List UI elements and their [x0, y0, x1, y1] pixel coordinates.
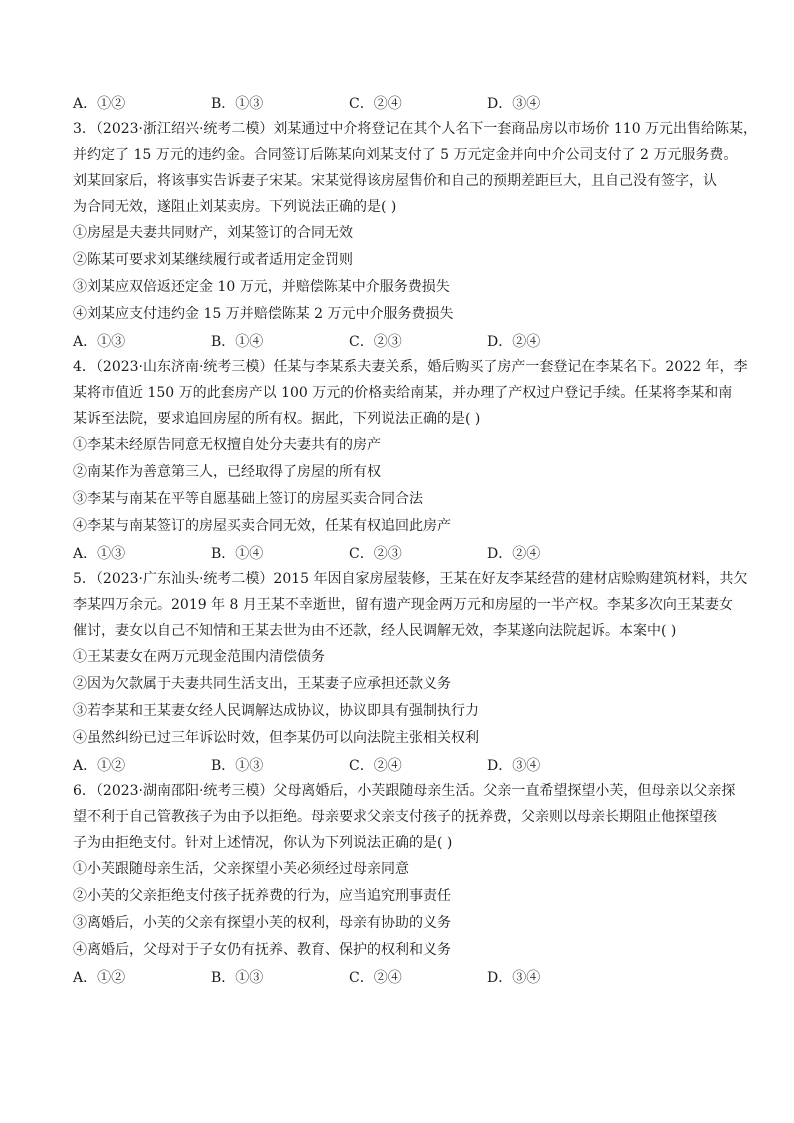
question-stem — [73, 354, 748, 432]
option-a: A．①③ — [73, 546, 126, 562]
question-6 — [73, 778, 736, 990]
statement-4: ④刘某应支付违约金 15 万并赔偿陈某 2 万元中介服务费损失 — [73, 306, 454, 322]
stem-line: 子为由拒绝支付。针对上述情况，你认为下列说法正确的是( ) — [73, 835, 453, 851]
option-c: C．②④ — [349, 96, 402, 112]
option-d: D．②④ — [487, 546, 541, 562]
statement-2: ②小芙的父亲拒绝支付孩子抚养费的行为，应当追究刑事责任 — [73, 888, 451, 904]
stem-line: 某诉至法院，要求追回房屋的所有权。据此，下列说法正确的是( ) — [73, 411, 481, 427]
option-a: A．①② — [73, 970, 126, 986]
document-content — [73, 90, 758, 990]
statement-1: ①王某妻女在两万元现金范围内清偿债务 — [73, 649, 325, 665]
question-3 — [73, 116, 758, 354]
statement-4: ④李某与南某签订的房屋买卖合同无效，任某有权追回此房产 — [73, 518, 451, 534]
option-b: B．①④ — [211, 546, 264, 562]
stem-line: 望不利于自己管教孩子为由予以拒绝。母亲要求父亲支付孩子的抚养费，父亲则以母亲长期阻止他探望孩 — [73, 809, 717, 825]
statement-1: ①小芙跟随母亲生活，父亲探望小芙必须经过母亲同意 — [73, 861, 409, 877]
question-4 — [73, 354, 748, 566]
stem-line: 并约定了 15 万元的违约金。合同签订后陈某向刘某支付了 5 万元定金并向中介公司支付了 2 万元服务费。 — [73, 147, 738, 163]
option-d: D．③④ — [487, 96, 541, 112]
option-c: C．②④ — [349, 758, 402, 774]
answer-options-q2 — [73, 90, 733, 116]
option-a: A．①② — [73, 96, 126, 112]
statement-1: ①房屋是夫妻共同财产，刘某签订的合同无效 — [73, 225, 353, 241]
answer-options — [73, 752, 733, 778]
stem-line: 3．（2023·浙江绍兴·统考二模）刘某通过中介将登记在其个人名下一套商品房以市场价 110 万元出售给陈某， — [73, 121, 758, 137]
option-d: D．③④ — [487, 970, 541, 986]
question-stem — [73, 566, 748, 644]
answer-options — [73, 540, 733, 566]
statement-4: ④离婚后，父母对于子女仍有抚养、教育、保护的权利和义务 — [73, 942, 451, 958]
option-b: B．①③ — [211, 970, 264, 986]
option-c: C．②④ — [349, 970, 402, 986]
option-c: C．②③ — [349, 546, 402, 562]
option-b: B．①③ — [211, 96, 264, 112]
option-a: A．①③ — [73, 334, 126, 350]
option-d: D．③④ — [487, 758, 541, 774]
option-d: D．②④ — [487, 334, 541, 350]
statement-3: ③刘某应双倍返还定金 10 万元，并赔偿陈某中介服务费损失 — [73, 279, 450, 295]
stem-line: 5．（2023·广东汕头·统考二模）2015 年因自家房屋装修，王某在好友李某经营的建材店赊购建筑材料，共欠 — [73, 571, 748, 587]
statement-3: ③离婚后，小芙的父亲有探望小芙的权利，母亲有协助的义务 — [73, 915, 451, 931]
stem-line: 某将市值近 150 万的此套房产以 100 万元的价格卖给南某，并办理了产权过户登记手续。任某将李某和南 — [73, 385, 733, 401]
answer-options — [73, 328, 733, 354]
option-c: C．②③ — [349, 334, 402, 350]
stem-line: 催讨，妻女以自己不知情和王某去世为由不还款，经人民调解无效，李某遂向法院起诉。本案中( ) — [73, 623, 677, 639]
option-a: A．①② — [73, 758, 126, 774]
option-b: B．①④ — [211, 334, 264, 350]
statement-3: ③若李某和王某妻女经人民调解达成协议，协议即具有强制执行力 — [73, 703, 479, 719]
stem-line: 刘某回家后，将该事实告诉妻子宋某。宋某觉得该房屋售价和自己的预期差距巨大，且自己没有签字，认 — [73, 173, 717, 189]
option-b: B．①③ — [211, 758, 264, 774]
statement-2: ②陈某可要求刘某继续履行或者适用定金罚则 — [73, 252, 353, 268]
question-stem — [73, 116, 758, 220]
question-stem — [73, 778, 736, 856]
statement-2: ②南某作为善意第三人，已经取得了房屋的所有权 — [73, 464, 381, 480]
stem-line: 6．（2023·湖南邵阳·统考三模）父母离婚后，小芙跟随母亲生活。父亲一直希望探望小芙，但母亲以父亲探 — [73, 783, 736, 799]
answer-options — [73, 964, 733, 990]
statement-1: ①李某未经原告同意无权擅自处分夫妻共有的房产 — [73, 437, 381, 453]
statement-4: ④虽然纠纷已过三年诉讼时效，但李某仍可以向法院主张相关权利 — [73, 730, 479, 746]
stem-line: 为合同无效，遂阻止刘某卖房。下列说法正确的是( ) — [73, 199, 397, 215]
statement-3: ③李某与南某在平等自愿基础上签订的房屋买卖合同合法 — [73, 491, 423, 507]
stem-line: 李某四万余元。2019 年 8 月王某不幸逝世，留有遗产现金两万元和房屋的一半产权。李某多次向王某妻女 — [73, 597, 733, 613]
question-5 — [73, 566, 748, 778]
statement-2: ②因为欠款属于夫妻共同生活支出，王某妻子应承担还款义务 — [73, 676, 451, 692]
stem-line: 4．（2023·山东济南·统考三模）任某与李某系夫妻关系，婚后购买了房产一套登记在李某名下。2022 年，李 — [73, 359, 748, 375]
